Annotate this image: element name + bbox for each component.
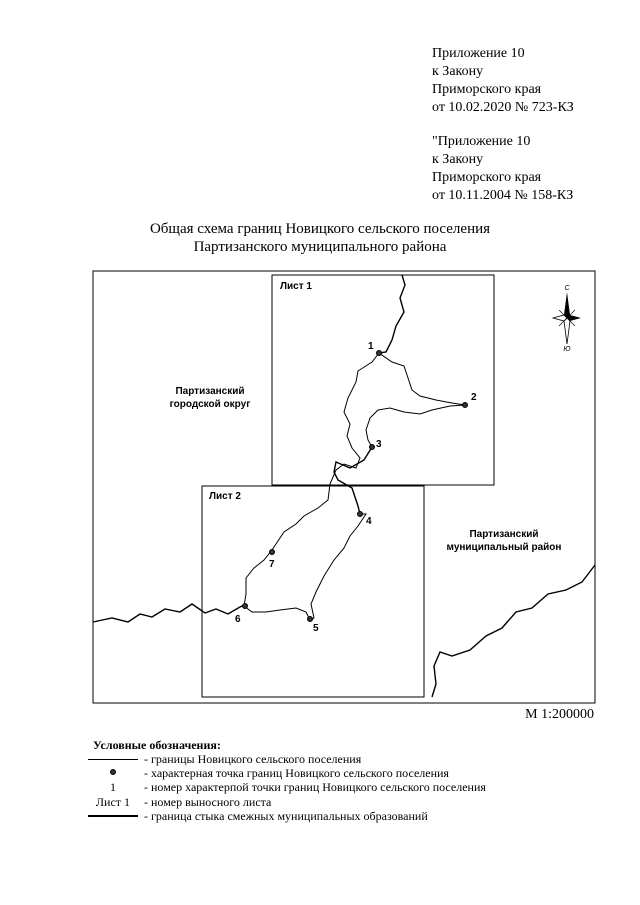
boundary-point-1: [377, 351, 382, 356]
municipal-junction-border: [93, 604, 246, 622]
region-left-line2: городской округ: [169, 399, 251, 410]
appendix-line: "Приложение 10: [432, 134, 531, 149]
sheet1-label: Лист 1: [280, 281, 312, 292]
point-label-6: 6: [235, 614, 241, 625]
compass-rose-icon: [553, 285, 581, 353]
legend-item-sheet: [88, 795, 608, 809]
appendix-line: от 10.02.2020 № 723-КЗ: [432, 100, 574, 115]
point-label-4: 4: [366, 516, 372, 527]
legend-text: - номер выносного листа: [144, 795, 272, 809]
thick-line-icon: [88, 815, 138, 817]
appendix-line: от 10.11.2004 № 158-КЗ: [432, 188, 574, 203]
appendix-line: к Закону: [432, 64, 484, 79]
appendix-line: к Закону: [432, 152, 484, 167]
legend-symbol: Лист 1: [95, 795, 131, 809]
map-title-line1: Общая схема границ Новицкого сельского поселения: [149, 221, 491, 237]
compass-north: С: [564, 285, 570, 292]
municipal-junction-border: [334, 447, 372, 514]
point-label-7: 7: [269, 559, 275, 570]
municipal-junction-border: [379, 275, 405, 353]
legend-text: - характерная точка границ Новицкого сельского поселения: [144, 766, 449, 780]
legend-item-point: [88, 766, 608, 780]
legend-text: - граница стыка смежных муниципальных образований: [144, 809, 428, 823]
region-left-line1: Партизанский: [175, 386, 245, 397]
legend-symbol: 1: [110, 780, 116, 794]
compass-south: Ю: [563, 346, 571, 353]
legend-item-point-number: [88, 780, 608, 794]
legend-text: - номер характерпой точки границ Новицкого сельского поселения: [144, 780, 486, 794]
appendix-line: Приморского края: [432, 82, 542, 97]
point-label-3: 3: [376, 439, 382, 450]
appendix-line: Приложение 10: [432, 46, 525, 61]
region-right-line2: муниципальный район: [446, 542, 562, 553]
sheet1-frame: [272, 275, 494, 485]
legend-symbol: [88, 752, 138, 766]
boundary-point-2: [463, 403, 468, 408]
point-label-2: 2: [471, 392, 477, 403]
point-label-1: 1: [368, 341, 374, 352]
legend-title: Условные обозначения:: [93, 738, 221, 752]
legend-text: - границы Новицкого сельского поселения: [144, 752, 362, 766]
map-title-line2: Партизанского муниципального района: [193, 239, 447, 255]
appendix-line: Приморского края: [432, 170, 542, 185]
settlement-boundary: [366, 353, 465, 447]
boundary-point-7: [270, 550, 275, 555]
sheet2-frame: [202, 486, 424, 697]
sheet2-label: Лист 2: [209, 491, 241, 502]
boundary-point-5: [308, 617, 313, 622]
municipal-junction-border: [432, 565, 595, 697]
legend-symbol: [88, 809, 138, 823]
point-dot-icon: [110, 769, 116, 775]
boundary-point-3: [370, 445, 375, 450]
map-scale: М 1:200000: [525, 707, 594, 722]
legend-item-junction: [88, 809, 608, 823]
boundary-point-6: [243, 604, 248, 609]
thin-line-icon: [88, 759, 138, 760]
legend-symbol: [88, 766, 138, 780]
point-label-5: 5: [313, 623, 319, 634]
region-right-line1: Партизанский: [469, 529, 539, 540]
boundary-point-4: [358, 512, 363, 517]
map-frame: [93, 271, 595, 703]
legend-item-boundary: [88, 752, 608, 766]
